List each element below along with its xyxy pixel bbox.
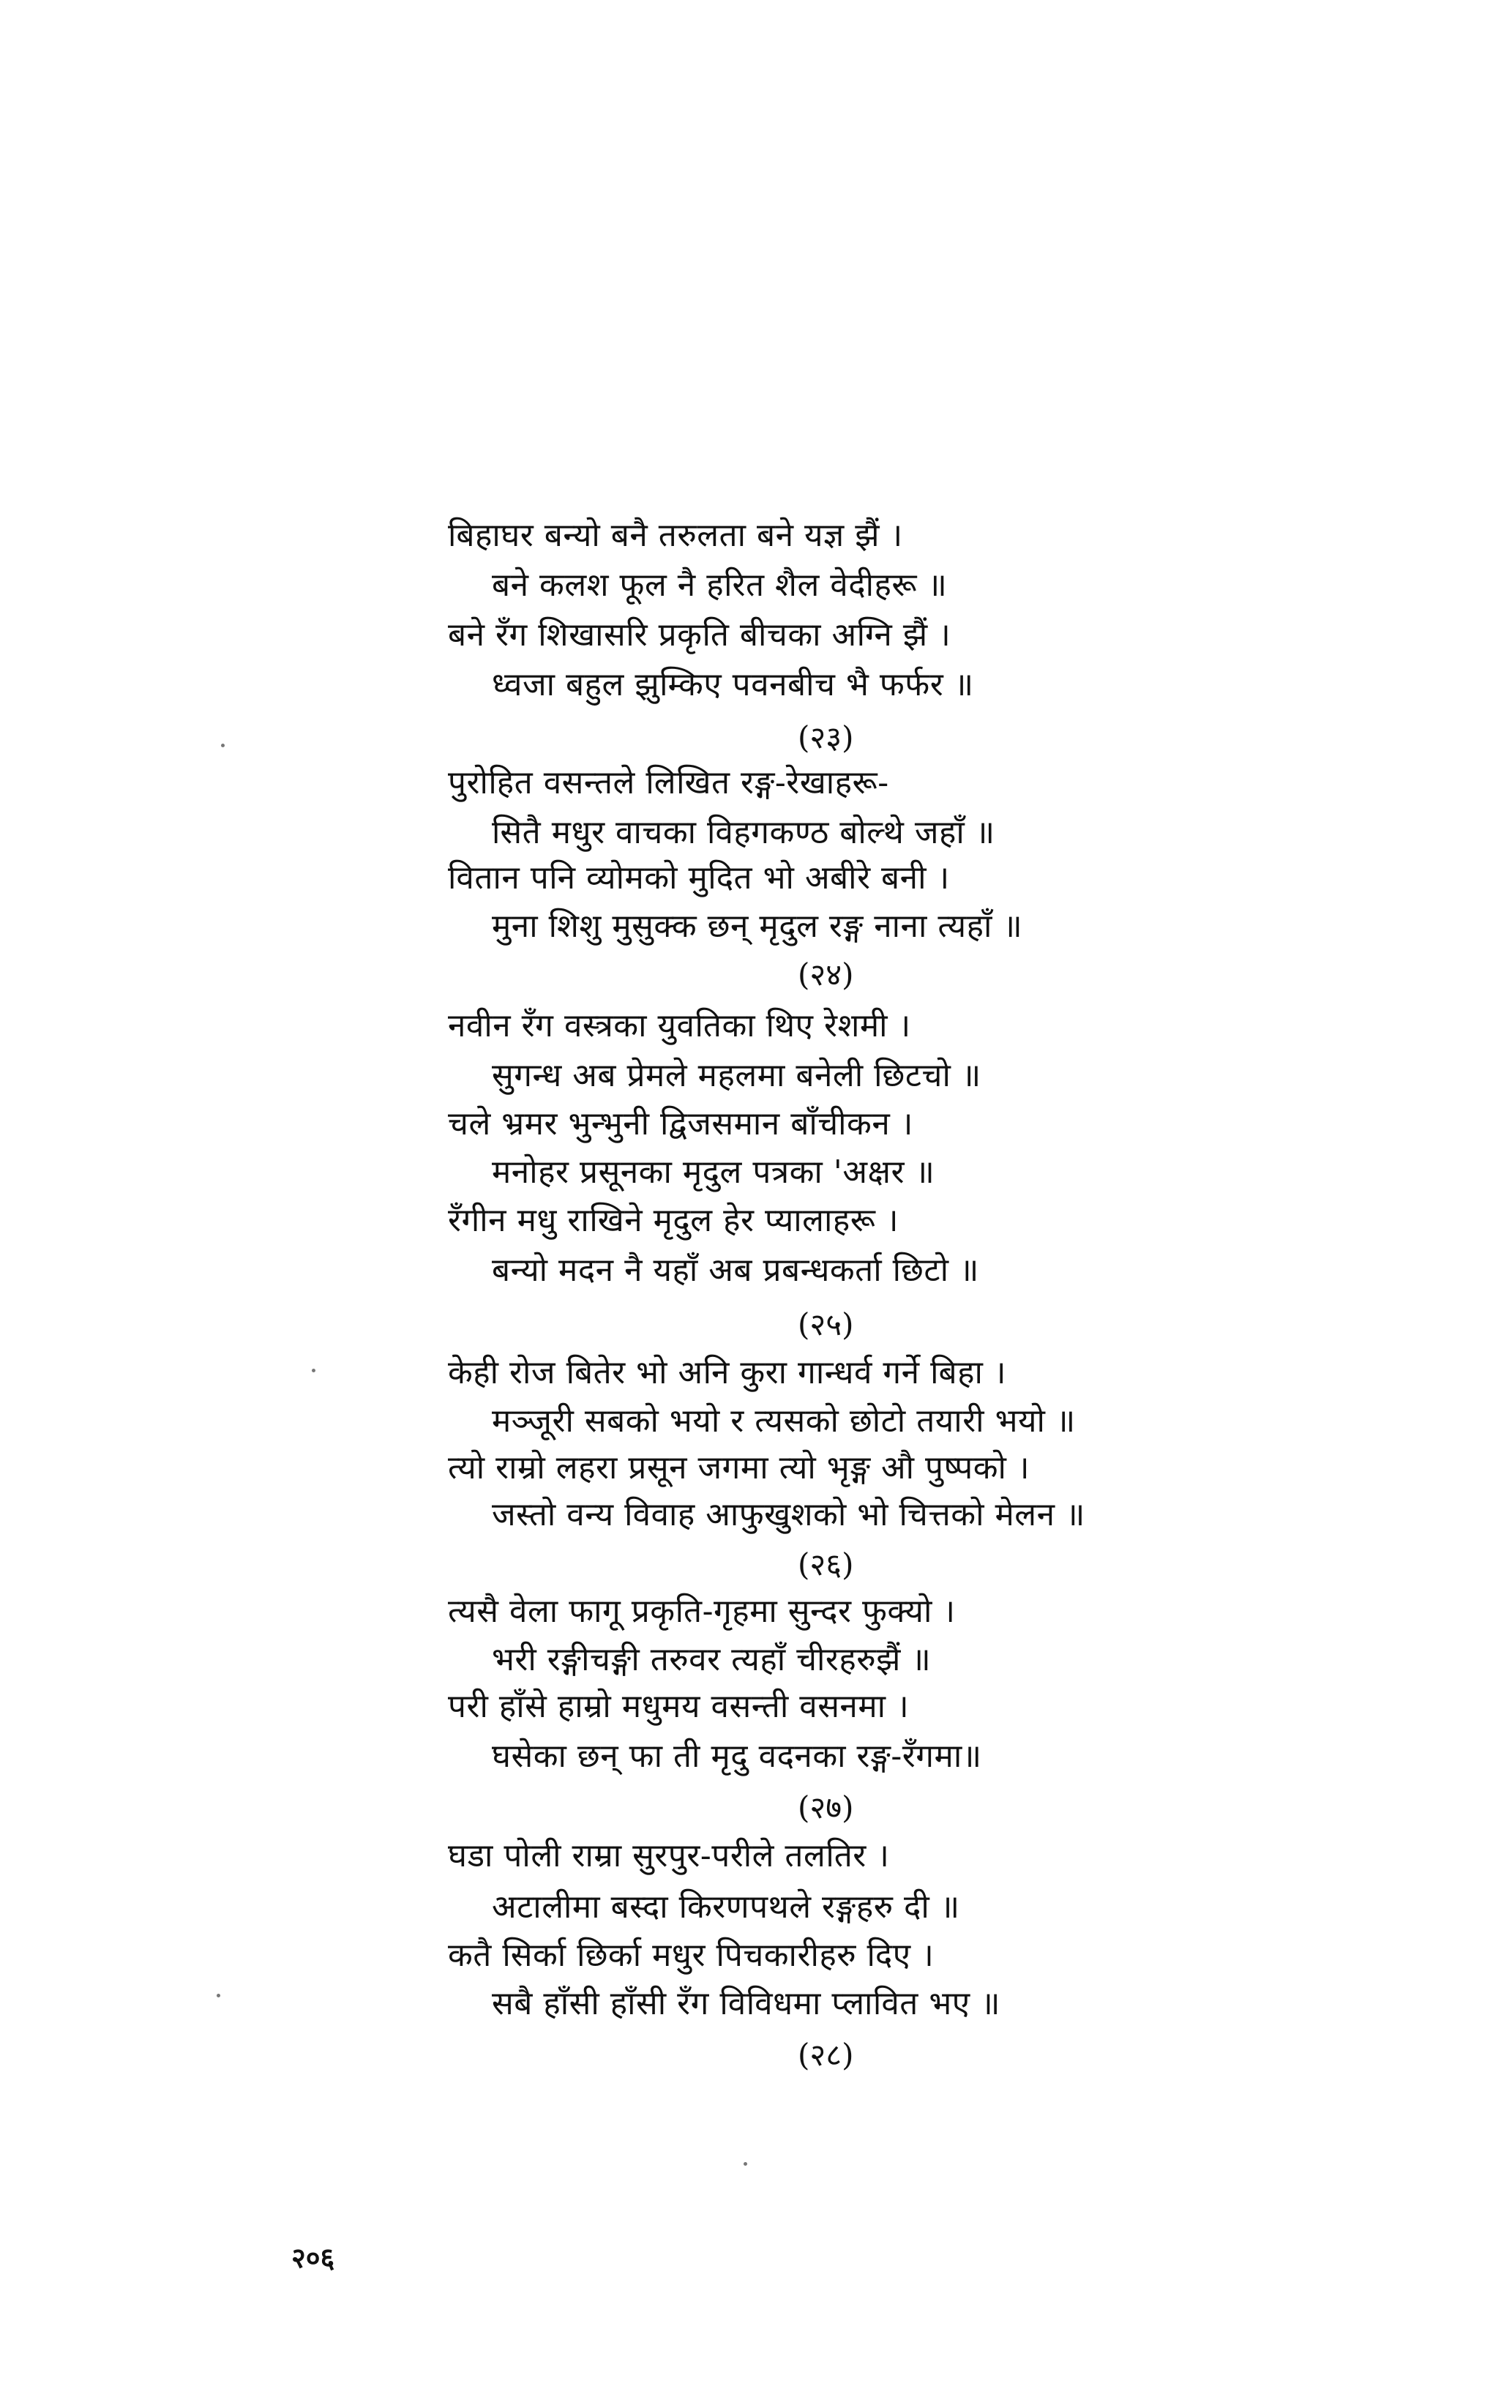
verse-line: भरी रङ्गीचङ्गी तरुवर त्यहाँ चीरहरुझैं ॥ xyxy=(492,1641,932,1678)
verse-line: घसेका छन् फा ती मृदु वदनका रङ्ग-रँगमा॥ xyxy=(492,1738,982,1775)
verse-line: त्यो राम्रो लहरा प्रसून जगमा त्यो भृङ्ग औ पुष्पको । xyxy=(448,1449,1030,1487)
verse-line: परी हाँसे हाम्रो मधुमय वसन्ती वसनमा । xyxy=(448,1688,910,1725)
verse-line: सुगन्ध अब प्रेमले महलमा बनेली छिटचो ॥ xyxy=(492,1057,981,1094)
verse-line: त्यसै वेला फागू प्रकृति-गृहमा सुन्दर फुक्यो । xyxy=(448,1593,956,1630)
scan-speck xyxy=(744,2162,747,2166)
scan-speck xyxy=(221,744,225,747)
verse-line: सितै मधुर वाचका विहगकण्ठ बोल्थे जहाँ ॥ xyxy=(492,814,995,851)
stanza-number: (२४) xyxy=(798,957,854,992)
stanza-number: (२३) xyxy=(798,719,854,755)
verse-line: नवीन रँग वस्त्रका युवतिका थिए रेशमी । xyxy=(448,1007,911,1044)
verse-line: मञ्जूरी सबको भयो र त्यसको छोटो तयारी भयो ॥ xyxy=(492,1402,1076,1440)
verse-line: ध्वजा बहुल झुम्किए पवनबीच भै फर्फर ॥ xyxy=(492,666,974,703)
verse-line: केही रोज बितेर भो अनि कुरा गान्धर्व गर्ने बिहा । xyxy=(448,1354,1007,1391)
verse-line: मनोहर प्रसूनका मृदुल पत्रका 'अक्षर ॥ xyxy=(492,1153,935,1191)
verse-line: पुरोहित वसन्तले लिखित रङ्ग-रेखाहरू- xyxy=(448,764,889,801)
verse-line: जस्तो वन्य विवाह आफुखुशको भो चित्तको मेलन ॥ xyxy=(492,1496,1085,1533)
verse-line: बिहाघर बन्यो बनै तरुलता बने यज्ञ झैं । xyxy=(448,517,903,554)
verse-line: अटालीमा बस्दा किरणपथले रङ्गहरु दी ॥ xyxy=(492,1888,960,1926)
scan-speck xyxy=(217,1994,220,1997)
verse-line: चले भ्रमर भुन्भुनी द्विजसमान बाँचीकन । xyxy=(448,1105,913,1143)
verse-line: बने कलश फूल नै हरित शैल वेदीहरू ॥ xyxy=(492,567,948,604)
stanza-number: (२६) xyxy=(798,1547,854,1582)
verse-line: बने रँग शिखासरि प्रकृति बीचका अग्नि झैं । xyxy=(448,616,951,654)
verse-line: सबै हाँसी हाँसी रँग विविधमा प्लावित भए ॥ xyxy=(492,1985,1000,2022)
verse-line: घडा पोली राम्रा सुरपुर-परीले तलतिर । xyxy=(448,1837,890,1874)
page-number: २०६ xyxy=(291,2241,335,2274)
stanza-number: (२७) xyxy=(798,1790,854,1825)
verse-line: मुना शिशु मुसुक्क छन् मृदुल रङ्ग नाना त्यहाँ ॥ xyxy=(492,908,1023,945)
verse-line: रँगीन मधु राखिने मृदुल हेर प्यालाहरू । xyxy=(448,1202,899,1239)
stanza-number: (२५) xyxy=(798,1306,854,1342)
verse-line: बन्यो मदन नै यहाँ अब प्रबन्धकर्ता छिटो ॥ xyxy=(492,1252,979,1289)
verse-line: कतै सिर्का छिर्का मधुर पिचकारीहरु दिए । xyxy=(448,1937,935,1974)
verse-line: वितान पनि व्योमको मुदित भो अबीरे बनी । xyxy=(448,859,950,897)
scan-speck xyxy=(312,1369,315,1372)
stanza-number: (२८) xyxy=(798,2037,854,2073)
